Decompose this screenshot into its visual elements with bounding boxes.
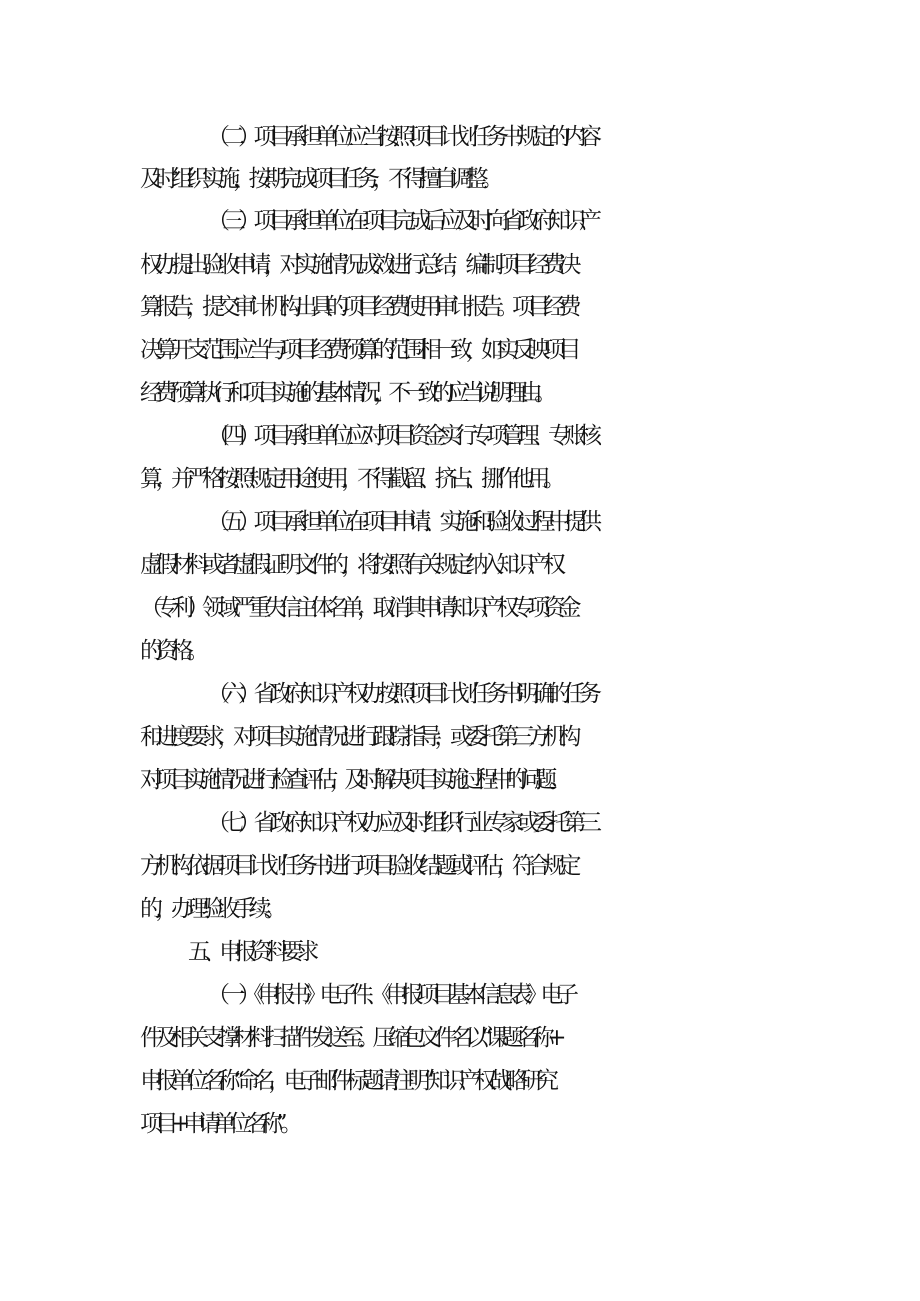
paragraph-8-line-2: 件及相关支撑材料扫描件发送至。压缩包文件名以“课题名称+ [140,1025,560,1051]
paragraph-5-line-3: （专利）领域严重失信主体名单，取消其申请知识产权专项资金 [140,595,574,621]
paragraph-3-line-2: 权办提出验收申请，对实施情况成效进行总结，编制项目经费决 [140,252,574,278]
paragraph-8-line-3: 申报单位名称“命名，电子邮件标题请注明“知识产权战略研究 [140,1068,552,1094]
paragraph-3-line-5: 经费预算执行和项目实施的基本情况，不一致的应当说明理由。 [140,380,549,406]
paragraph-5-line-4: 的资格。 [140,638,202,664]
paragraph-8-line-4: 项目+申请单位名称”。 [140,1111,296,1137]
paragraph-7-line-1: （七）省政府知识产权办应及时组织行业专家或委托第三 [207,810,595,836]
paragraph-6-line-1: （六）省政府知识产权办按照项目计划任务书明确的任务 [207,681,595,707]
paragraph-2-line-1: （二）项目承担单位应当按照项目计划任务书规定的内容 [207,124,595,150]
paragraph-7-line-3: 的，办理验收手续。 [140,896,280,922]
paragraph-7-line-2: 方机构依据项目计划任务书进行项目验收结题或评估，符合规定 [140,853,574,879]
paragraph-6-line-3: 对项目实施情况进行检查评估，及时解决项目实施过程中的问题。 [140,767,564,793]
paragraph-4-line-2: 算，并严格按照规定用途使用，不得截留、挤占、挪作他用。 [140,466,559,492]
paragraph-5-line-1: （五）项目承担单位在项目申请、实施和验收过程中提供 [207,509,595,535]
paragraph-3-line-4: 决算开支范围应当与项目经费预算的范围相一致，如实反映项目 [140,337,574,363]
paragraph-5-line-2: 虚假材料或者虚假证明文件的，将按照有关规定纳入知识产权 [140,552,559,578]
paragraph-8-line-1: （一）《申报书》电子件、《申报项目基本信息表》电子 [207,982,572,1008]
paragraph-4-line-1: （四）项目承担单位应对项目资金实行专项管理、专账核 [207,423,595,449]
paragraph-2-line-2: 及时组织实施，按期完成项目任务，不得擅自调整。 [140,166,497,192]
section-heading: 五、申报资料要求 [188,939,312,965]
paragraph-6-line-2: 和进度要求，对项目实施情况进行跟踪指导，或委托第三方机构 [140,724,574,750]
paragraph-3-line-3: 算报告，提交审计机构出具的项目经费使用审计报告。项目经费 [140,294,574,320]
paragraph-3-line-1: （三）项目承担单位在项目完成后应及时向省政府知识产 [207,208,595,234]
